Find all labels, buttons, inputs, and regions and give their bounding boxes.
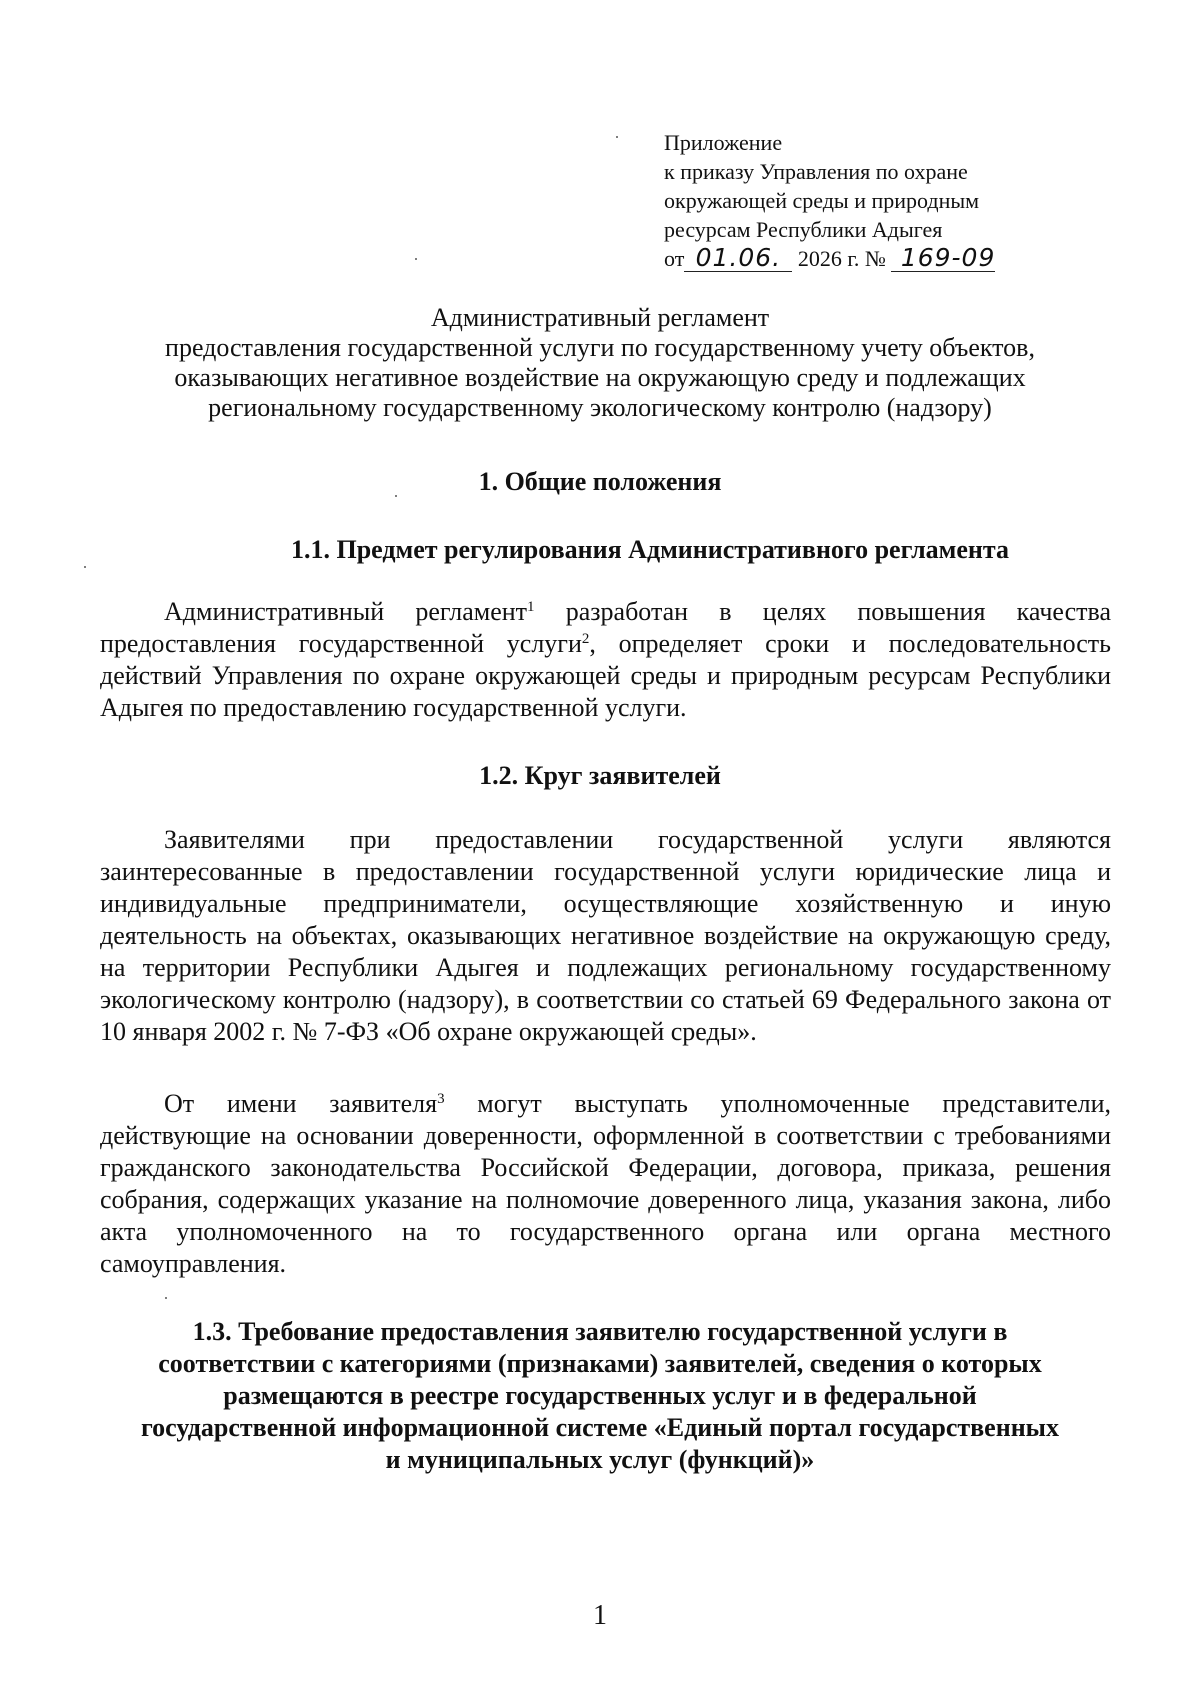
section-1-2-paragraph-2 [100,1088,1111,1280]
scan-speck [616,136,618,138]
page-number: 1 [593,1600,607,1631]
approval-line: Приложение [664,130,783,155]
approval-line: окружающей среды и природным [664,188,980,213]
heading-line: государственной информационной системе «Единый портал государственных [141,1413,1059,1442]
paragraph-text: Административный регламент [164,597,528,626]
title-line: региональному государственному экологическому контролю (надзору) [208,393,992,422]
heading-line: размещаются в реестре государственных услуг и в федеральной [223,1381,977,1410]
title-line: предоставления государственной услуги по государственному учету объектов, [165,333,1035,362]
heading-line: соответствии с категориями (признаками) заявителей, сведения о которых [158,1349,1042,1378]
paragraph-text: , определяет сроки и последовательность действий Управления по охране окружающей среды и природным ресурсам Республики Адыгея по предоставлению государственной услуги. [100,629,1111,722]
approval-date-line [664,244,995,273]
footnote-ref-2: 2 [581,631,590,647]
paragraph-text: От имени заявителя [164,1089,438,1118]
paragraph-text: разработан в целях повышения качества предоставления государственной услуги [100,597,1111,658]
title-line: Административный регламент [430,303,770,332]
footnote-ref-3: 3 [437,1091,445,1107]
scan-speck [415,258,417,260]
paragraph-text: могут выступать уполномоченные представители, действующие на основании доверенности, оформленной в соответствии с требованиями гражданского законодательства Российской Федерации, договора, приказа, решения собрания, содержащих указание на полномочие доверенного лица, указания закона, либо акта уполномоченного на то государственного органа или органа местного самоуправления. [100,1089,1111,1278]
footnote-ref-1: 1 [527,599,535,615]
title-line: оказывающих негативное воздействие на окружающую среду и подлежащих [174,363,1026,392]
year-label: 2026 г. № [797,246,886,271]
scan-speck [84,566,86,568]
approval-line: ресурсам Республики Адыгея [664,217,943,242]
handwritten-date: 01.06. [684,245,792,272]
handwritten-order-number: 169-09 [891,245,995,272]
heading-line: 1.3. Требование предоставления заявителю государственной услуги в [192,1317,1008,1346]
scan-speck [165,1297,167,1299]
approval-line: к приказу Управления по охране [664,159,968,184]
section-1-heading: 1. Общие положения [478,467,722,496]
heading-line: и муниципальных услуг (функций)» [385,1445,815,1474]
document-title [100,303,1100,423]
section-1-3-heading [100,1316,1100,1476]
section-1-1-heading: 1.1. Предмет регулирования Административного регламента [291,535,1009,564]
section-1-2-paragraph-1: Заявителями при предоставлении государственной услуги являются заинтересованные в предоставлении государственной услуги юридические лица и индивидуальные предприниматели, осуществляющие хозяйственную и иную деятельность на объектах, оказывающих негативное воздействие на окружающую среду, на территории Республики Адыгея и подлежащих региональному государственному экологическому контролю (надзору), в соответствии со статьей 69 Федерального закона от 10 января 2002 г. № 7-ФЗ «Об охране окружающей среды». [100,825,1111,1046]
date-prefix: от [664,246,685,271]
approval-block [664,128,995,273]
section-1-2-heading: 1.2. Круг заявителей [479,761,721,790]
section-1-1-paragraph [100,596,1111,724]
